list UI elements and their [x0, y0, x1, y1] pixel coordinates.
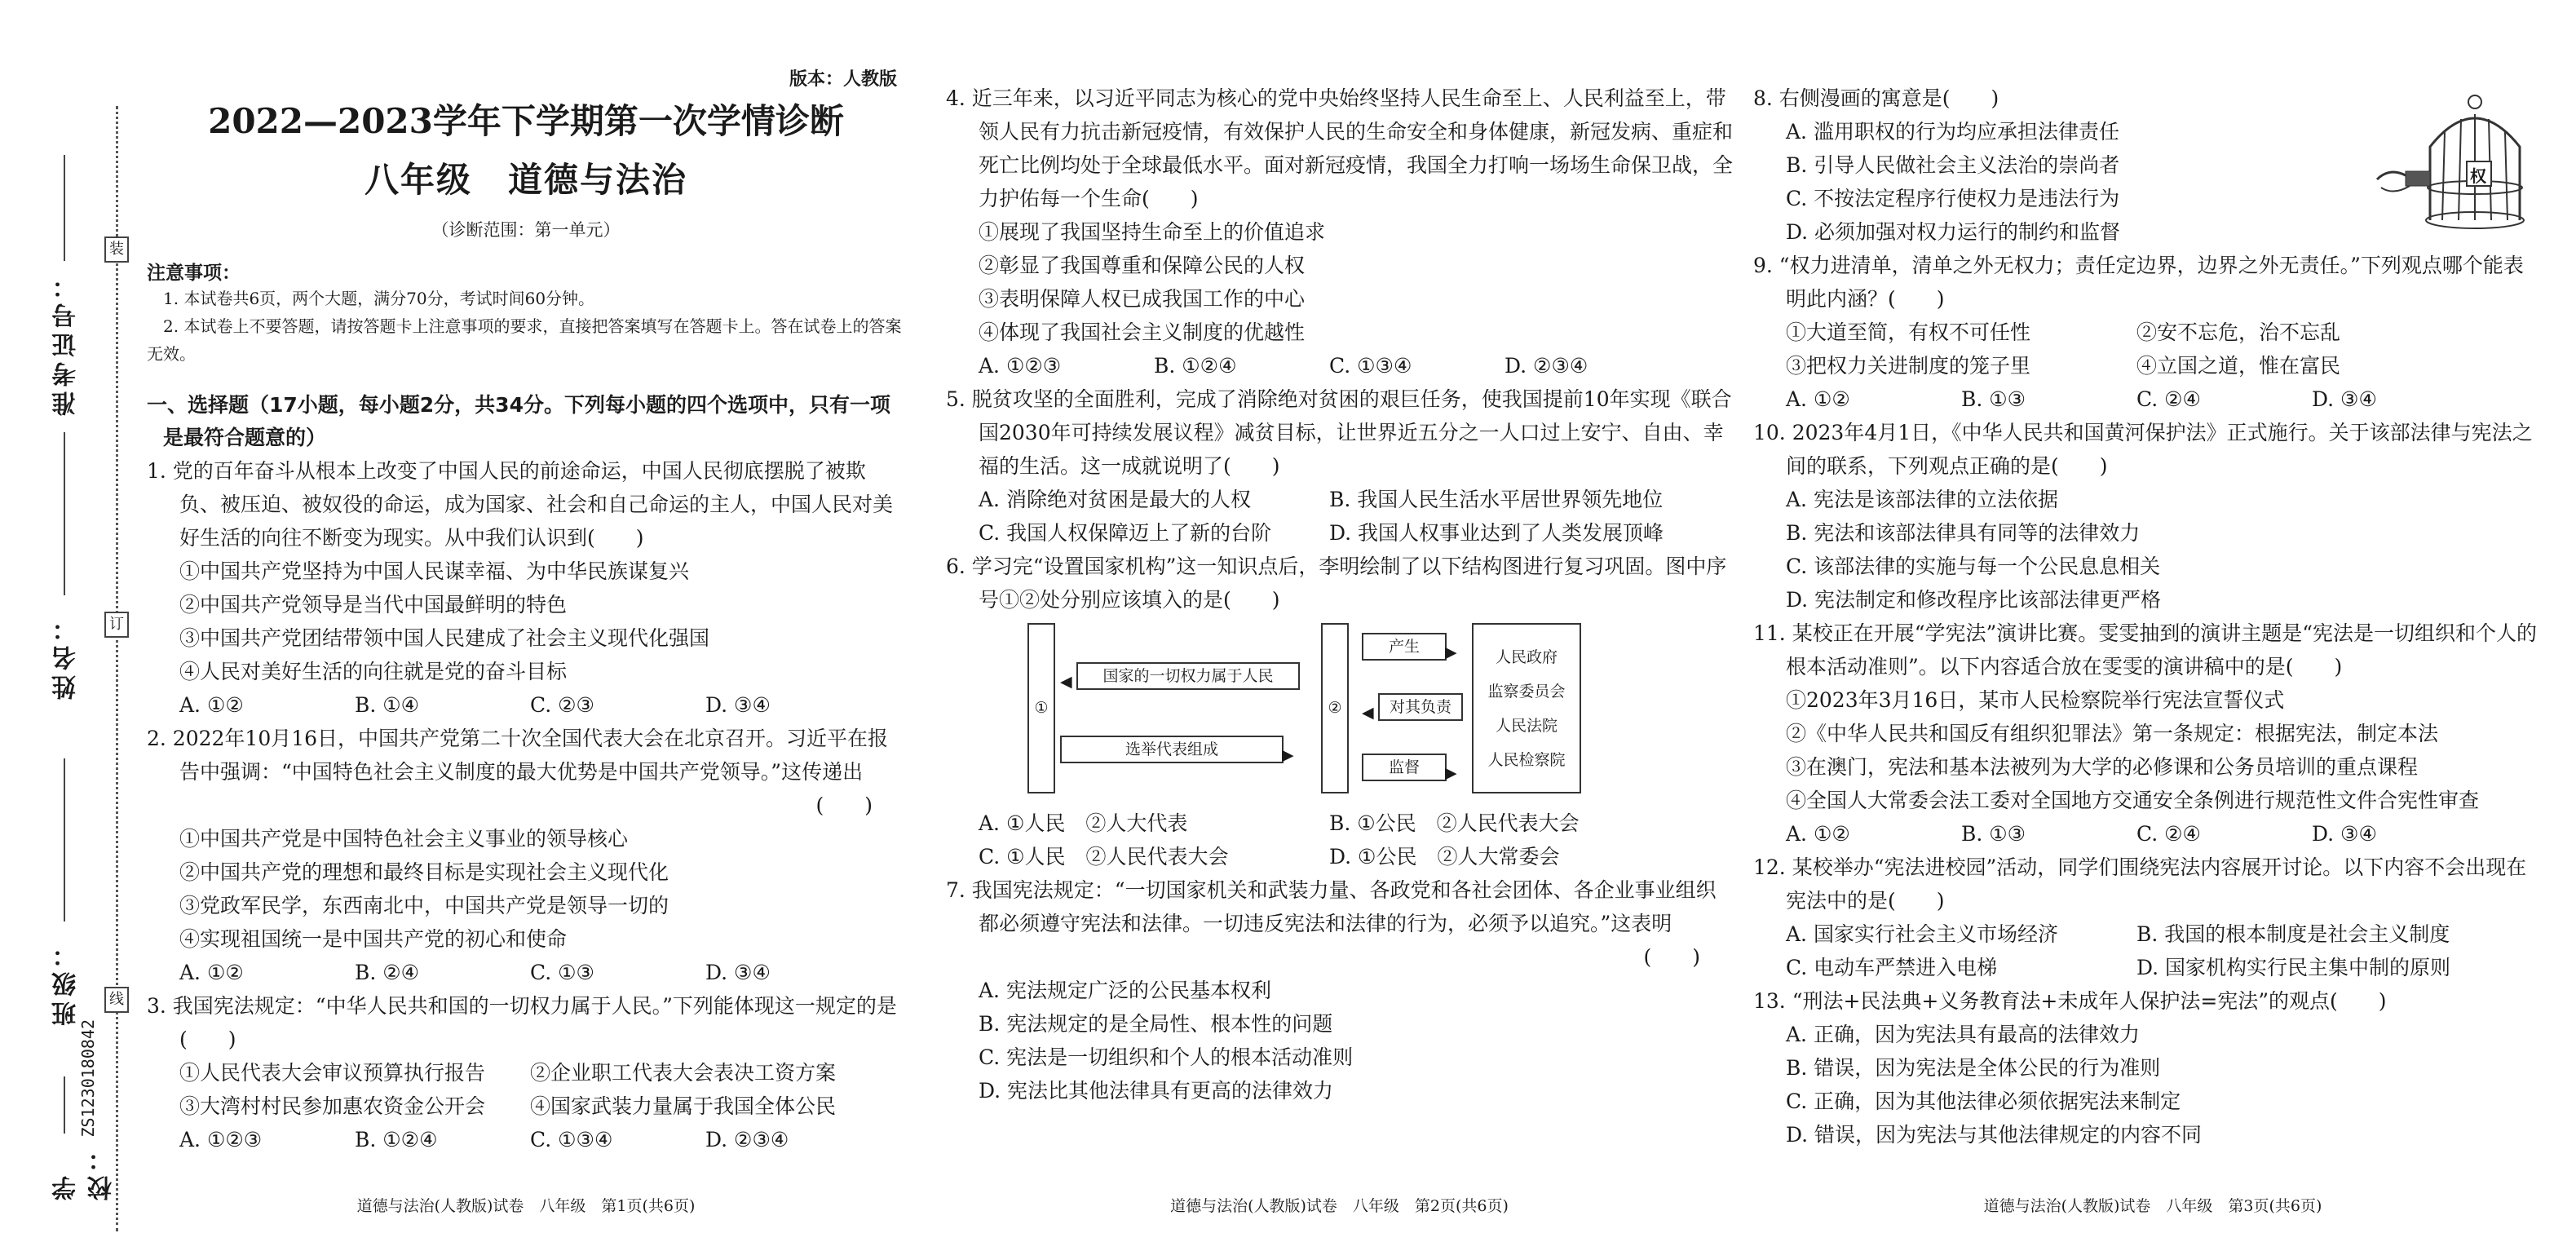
paper-serial: ZS1230180842 [78, 1019, 98, 1138]
page-2-content [946, 82, 1733, 1107]
notice-heading: 注意事项： [147, 263, 241, 284]
choice-d[interactable]: D. ②③④ [1505, 354, 1588, 378]
question-stem: 6. 学习完“设置国家机构”这一知识点后，李明绘制了以下结构图进行复习巩固。图中序号①②处分别应该填入的是( ) [946, 555, 1727, 612]
class-field[interactable] [64, 758, 65, 922]
choice-b[interactable]: B. ①④ [355, 693, 420, 717]
choice-c[interactable]: C. ①③④ [1329, 354, 1412, 378]
choice-c[interactable]: C. 电动车严禁进入电梯 [1786, 956, 1998, 979]
marker-xian: 线 [104, 987, 129, 1013]
choice-b[interactable]: B. ①②④ [355, 1128, 438, 1151]
page-1-content [147, 57, 905, 1156]
name-field[interactable] [64, 432, 65, 595]
question-3 [147, 989, 905, 1156]
cut-line [116, 106, 118, 1231]
question-10 [1753, 416, 2540, 617]
choice-b[interactable]: B. ①公民 ②人民代表大会 [1329, 811, 1580, 835]
choices [946, 349, 1733, 382]
notice-item: 1. 本试卷共6页，两个大题，满分70分，考试时间60分钟。 [163, 289, 595, 308]
page-3 [1753, 0, 2552, 1242]
answer-paren: ( ) [1643, 945, 1700, 969]
choice-b[interactable]: B. ①③ [1961, 822, 2026, 846]
statement: ②中国共产党领导是当代中国最鲜明的特色 [179, 593, 568, 617]
choice-c[interactable]: C. 不按法定程序行使权力是违法行为 [1786, 187, 2120, 210]
choice-a[interactable]: A. 滥用职权的行为均应承担法律责任 [1786, 120, 2119, 144]
choice-a[interactable]: A. 正确，因为宪法具有最高的法律效力 [1786, 1023, 2140, 1046]
choice-c[interactable]: C. 我国人权保障迈上了新的台阶 [979, 521, 1272, 545]
choice-b[interactable]: B. 宪法规定的是全局性、根本性的问题 [979, 1012, 1333, 1036]
statement: ④体现了我国社会主义制度的优越性 [979, 320, 1306, 344]
edition-label: 版本：人教版 [789, 69, 897, 90]
choice-b[interactable]: B. ①②④ [1154, 354, 1237, 378]
choice-c[interactable]: C. ②④ [2136, 822, 2201, 846]
organ-supervision: 监察委员会 [1487, 682, 1566, 701]
choices [1753, 917, 2540, 984]
statement: ①展现了我国坚持生命至上的价值追求 [979, 220, 1326, 244]
school-field[interactable] [64, 1076, 65, 1134]
statement: ④全国人大常委会法工委对全国地方交通安全条例进行规范性文件合宪性审查 [1786, 789, 2480, 812]
page-3-content [1753, 82, 2540, 1151]
marker-zhuang: 装 [104, 236, 129, 263]
organ-court: 人民法院 [1495, 716, 1558, 735]
choice-b[interactable]: B. 错误，因为宪法是全体公民的行为准则 [1786, 1056, 2161, 1080]
choice-a[interactable]: A. ①② [179, 693, 244, 717]
arrow-supervise: 监督 [1362, 754, 1447, 781]
statement: ④实现祖国统一是中国共产党的初心和使命 [179, 927, 568, 951]
statement: ②《中华人民共和国反有组织犯罪法》第一条规定：根据宪法，制定本法 [1786, 722, 2439, 745]
statement: ④人民对美好生活的向往就是党的奋斗目标 [179, 660, 568, 683]
arrow-power-belongs-people: 国家的一切权力属于人民 [1076, 662, 1300, 690]
arrow-elect-representatives: 选举代表组成 [1060, 736, 1284, 763]
question-stem: 10. 2023年4月1日，《中华人民共和国黄河保护法》正式施行。关于该部法律与宪法之间的联系，下列观点正确的是( ) [1753, 421, 2533, 478]
question-1 [147, 454, 905, 722]
organ-procuratorate: 人民检察院 [1487, 750, 1566, 769]
question-stem: 2. 2022年10月16日，中国共产党第二十次全国代表大会在北京召开。习近平在报告中强调：“中国特色社会主义制度的最大优势是中国共产党领导。”这传递出 [147, 727, 889, 784]
choice-d[interactable]: D. ②③④ [705, 1128, 789, 1151]
statement: ③在澳门，宪法和基本法被列为大学的必修课和公务员培训的重点课程 [1786, 755, 2419, 779]
choice-c[interactable]: C. 宪法是一切组织和个人的根本活动准则 [979, 1045, 1354, 1069]
page-footer: 道德与法治(人教版)试卷 八年级 第1页(共6页) [356, 1197, 696, 1215]
statement: ③表明保障人权已成我国工作的中心 [979, 287, 1306, 311]
statement: ①大道至简，有权不可任性 [1786, 320, 2031, 344]
name-label: 姓名： [52, 612, 81, 700]
statement: ②中国共产党的理想和最终目标是实现社会主义现代化 [179, 860, 669, 884]
notice-item: 2. 本试卷上不要答题，请按答题卡上注意事项的要求，直接把答案填写在答题卡上。答在试卷上的答案无效。 [147, 316, 902, 364]
statement: ①2023年3月16日，某市人民检察院举行宪法宣誓仪式 [1786, 688, 2285, 712]
question-stem: 3. 我国宪法规定：“中华人民共和国的一切权力属于人民。”下列能体现这一规定的是( ) [147, 994, 897, 1051]
statement: ①中国共产党是中国特色社会主义事业的领导核心 [179, 827, 629, 851]
choice-a[interactable]: A. ①② [179, 961, 244, 984]
exam-subtitle: 八年级 道德与法治 [364, 160, 687, 200]
binding-margin [0, 49, 124, 1200]
choice-d[interactable]: D. ①公民 ②人大常委会 [1329, 845, 1560, 869]
question-7 [946, 873, 1733, 1107]
statements [1753, 316, 2540, 382]
page-2 [946, 0, 1733, 1242]
question-8 [1753, 82, 2357, 249]
question-2 [147, 722, 905, 989]
arrow-head-right: ▶ [1282, 746, 1294, 764]
choice-c[interactable]: C. 正确，因为其他法律必须依据宪法来制定 [1786, 1090, 2181, 1113]
choice-b[interactable]: B. ①③ [1961, 387, 2026, 411]
arrow-head-left: ◀ [1060, 673, 1072, 691]
question-stem: 8. 右侧漫画的寓意是( ) [1753, 86, 1999, 110]
question-9 [1753, 249, 2540, 416]
choice-a[interactable]: A. ①人民 ②人大代表 [979, 811, 1188, 835]
statement: ①中国共产党坚持为中国人民谋幸福、为中华民族谋复兴 [179, 559, 690, 583]
statement: ③把权力关进制度的笼子里 [1786, 354, 2031, 378]
choice-a[interactable]: A. 消除绝对贫困是最大的人权 [979, 488, 1251, 511]
choice-c[interactable]: C. ①③ [530, 961, 594, 984]
arrow-head-right: ▶ [1445, 764, 1457, 782]
question-11 [1753, 617, 2540, 851]
choice-b[interactable]: B. 引导人民做社会主义法治的崇尚者 [1786, 153, 2120, 177]
choice-a[interactable]: A. ①② [1786, 387, 1850, 411]
choices [147, 1123, 905, 1156]
class-label: 班级： [52, 938, 81, 1026]
question-stem: 11. 某校正在开展“学宪法”演讲比赛。雯雯抽到的演讲主题是“宪法是一切组织和个人的根本活动准则”。以下内容适合放在雯雯的演讲稿中的是( ) [1753, 621, 2538, 678]
choice-c[interactable]: C. ②④ [2136, 387, 2201, 411]
choice-a[interactable]: A. ①②③ [979, 354, 1062, 378]
exam-title: 2022—2023学年下学期第一次学情诊断 [208, 101, 844, 141]
question-stem: 1. 党的百年奋斗从根本上改变了中国人民的前途命运，中国人民彻底摆脱了被欺负、被压迫、被奴役的命运，成为国家、社会和自己命运的主人，中国人民对美好生活的向往不断变为现实。从中我们认识到( ) [147, 459, 894, 550]
state-organs-box [1472, 623, 1581, 793]
choices [147, 956, 905, 989]
choice-a[interactable]: A. 宪法规定广泛的公民基本权利 [979, 979, 1271, 1002]
page-footer: 道德与法治(人教版)试卷 八年级 第3页(共6页) [1983, 1197, 2322, 1215]
arrow-produce: 产生 [1362, 633, 1447, 661]
choices [1753, 382, 2540, 416]
page-1 [0, 0, 921, 1242]
question-6 [946, 550, 1733, 873]
statement: ④国家武装力量属于我国全体公民 [530, 1094, 837, 1118]
choice-b[interactable]: B. 我国人民生活水平居世界领先地位 [1329, 488, 1664, 511]
exam-scope: （诊断范围：第一单元） [431, 220, 621, 240]
choice-c[interactable]: C. 该部法律的实施与每一个公民息息相关 [1786, 555, 2161, 578]
statement: ③大湾村村民参加惠农资金公开会 [179, 1094, 486, 1118]
statement: ②彰显了我国尊重和保障公民的人权 [979, 254, 1306, 277]
choice-d[interactable]: D. 我国人权事业达到了人类发展顶峰 [1329, 521, 1664, 545]
choice-c[interactable]: C. ①③④ [530, 1128, 613, 1151]
question-stem: 7. 我国宪法规定：“一切国家机关和武装力量、各政党和各社会团体、各企业事业组织都必须遵守宪法和法律。一切违反宪法和法律的行为，必须予以追究。”这表明 [946, 878, 1717, 935]
choice-c[interactable]: C. ②③ [530, 693, 594, 717]
statement: ②企业职工代表大会表决工资方案 [530, 1061, 837, 1085]
question-5 [946, 382, 1733, 550]
choice-d[interactable]: D. ③④ [2312, 822, 2377, 846]
statements [147, 1056, 905, 1123]
question-stem: 5. 脱贫攻坚的全面胜利，完成了消除绝对贫困的艰巨任务，使我国提前10年实现《联合国2030年可持续发展议程》减贫目标，让世界近五分之一人口过上安宁、自由、幸福的生活。这一成就说明了( ) [946, 387, 1732, 478]
answer-paren: ( ) [815, 793, 873, 817]
choices [946, 807, 1733, 873]
exam-id-field[interactable] [64, 155, 65, 261]
choice-d[interactable]: D. 必须加强对权力运行的制约和监督 [1786, 220, 2121, 244]
choices [147, 688, 905, 722]
choice-c[interactable]: C. ①人民 ②人民代表大会 [979, 845, 1229, 869]
question-12 [1753, 851, 2540, 984]
choice-d[interactable]: D. 国家机构实行民主集中制的原则 [2136, 956, 2451, 979]
diagram-box-1: ① [1027, 623, 1055, 793]
statement: ③党政军民学，东西南北中，中国共产党是领导一切的 [179, 894, 669, 917]
arrow-head-left: ◀ [1362, 704, 1374, 722]
choice-a[interactable]: A. ①② [1786, 822, 1850, 846]
statement: ③中国共产党团结带领中国人民建成了社会主义现代化强国 [179, 626, 710, 650]
question-stem: 4. 近三年来，以习近平同志为核心的党中央始终坚持人民生命至上、人民利益至上，带领人民有力抗击新冠疫情，有效保护人民的生命安全和身体健康，新冠发病、重症和死亡比例均处于全球最低水平。面对新冠疫情，我国全力打响一场场生命保卫战，全力护佑每一个生命( ) [946, 86, 1734, 210]
choice-d[interactable]: D. 错误，因为宪法与其他法律规定的内容不同 [1786, 1123, 2203, 1147]
choice-d[interactable]: D. 宪法制定和修改程序比该部法律更严格 [1786, 588, 2162, 612]
arrow-head-right: ▶ [1445, 643, 1457, 661]
statement: ①人民代表大会审议预算执行报告 [179, 1061, 486, 1085]
choice-a[interactable]: A. ①②③ [179, 1128, 263, 1151]
page-footer: 道德与法治(人教版)试卷 八年级 第2页(共6页) [1170, 1197, 1509, 1215]
question-stem: 13. “刑法+民法典+义务教育法+未成年人保护法=宪法”的观点( ) [1753, 989, 2387, 1013]
choice-b[interactable]: B. 宪法和该部法律具有同等的法律效力 [1786, 521, 2141, 545]
marker-ding: 订 [104, 612, 129, 638]
question-4 [946, 82, 1733, 382]
exam-id-label: 准考证号： [52, 269, 81, 416]
choice-d[interactable]: D. ③④ [705, 961, 771, 984]
choice-a[interactable]: A. 宪法是该部法律的立法依据 [1786, 488, 2058, 511]
diagram-box-2: ② [1321, 623, 1349, 793]
choice-d[interactable]: D. ③④ [2312, 387, 2377, 411]
choices [1753, 817, 2540, 851]
school-label: 学校： [52, 1142, 117, 1200]
question-stem: 9. “权力进清单，清单之外无权力；责任定边界，边界之外无责任。”下列观点哪个能表明此内涵？( ) [1753, 254, 2524, 311]
choice-d[interactable]: D. ③④ [705, 693, 771, 717]
statement: ②安不忘危，治不忘乱 [2136, 320, 2341, 344]
structure-diagram [979, 623, 1566, 798]
organ-government: 人民政府 [1495, 648, 1558, 666]
question-13 [1753, 984, 2540, 1151]
statement: ④立国之道，惟在富民 [2136, 354, 2341, 378]
choice-d[interactable]: D. 宪法比其他法律具有更高的法律效力 [979, 1079, 1334, 1103]
choice-a[interactable]: A. 国家实行社会主义市场经济 [1786, 922, 2058, 946]
section-heading: 一、选择题（17小题，每小题2分，共34分。下列每小题的四个选项中，只有一项是最符合题意的） [147, 393, 890, 449]
question-stem: 12. 某校举办“宪法进校园”活动，同学们围绕宪法内容展开讨论。以下内容不会出现在宪法中的是( ) [1753, 855, 2527, 913]
cartoon-label: 权 [2470, 166, 2486, 186]
choice-b[interactable]: B. ②④ [355, 961, 420, 984]
choice-b[interactable]: B. 我国的根本制度是社会主义制度 [2136, 922, 2450, 946]
arrow-responsible: 对其负责 [1378, 693, 1463, 721]
choices [946, 483, 1733, 550]
